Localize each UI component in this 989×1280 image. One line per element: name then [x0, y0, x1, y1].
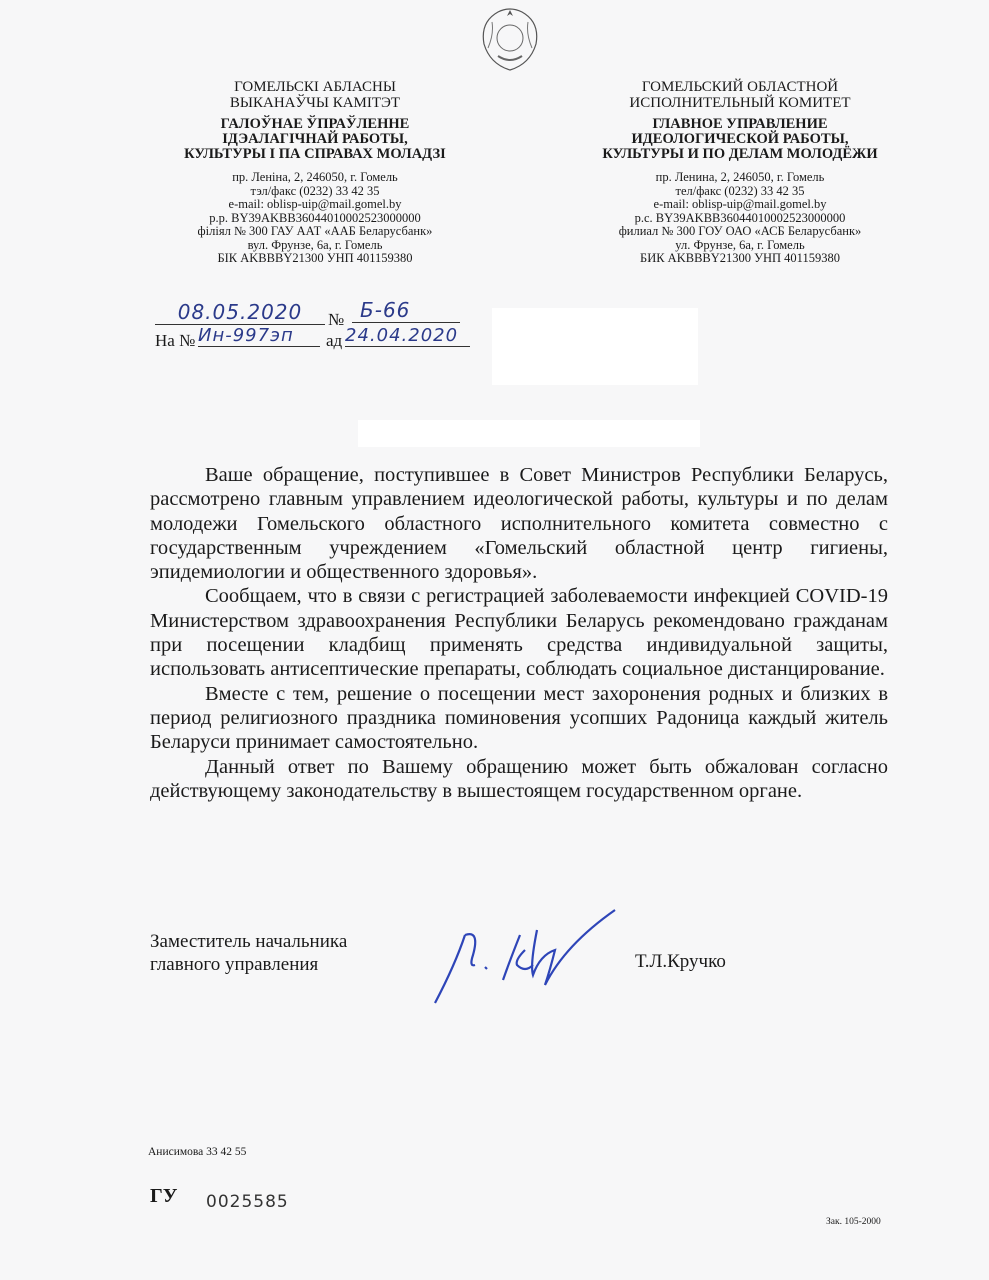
- address-line: БИК AKBBBY21300 УНП 401159380: [640, 251, 840, 265]
- outgoing-number: Б-66: [352, 298, 460, 323]
- redacted-address: [358, 420, 700, 447]
- body-paragraph: Данный ответ по Вашему обращению может быть обжалован согласно действующему законодательству в вышестоящем государственном органе.: [150, 755, 888, 802]
- form-series: ГУ: [150, 1185, 178, 1207]
- reply-date: 24.04.2020: [345, 325, 470, 347]
- dept-name: ИДЕОЛОГИЧЕСКОЙ РАБОТЫ,: [631, 131, 849, 147]
- body-paragraph: Сообщаем, что в связи с регистрацией заболеваемости инфекцией COVID-19 Министерством здравоохранения Республики Беларусь рекомендовано гражданам при посещении кладбищ применять средства индивидуальной защиты, использовать антисептические препараты, соблюдать социальное дистанцирование.: [150, 585, 888, 681]
- dept-name: КУЛЬТУРЫ И ПО ДЕЛАМ МОЛОДЁЖИ: [602, 146, 878, 162]
- address-line: e-mail: oblisp-uip@mail.gomel.by: [653, 197, 827, 211]
- signatory-title-line: главного управления: [150, 954, 319, 975]
- address-line: р.с. BY39AKBB36044010002523000000: [634, 210, 846, 225]
- address-line: тел/факс (0232) 33 42 35: [675, 183, 805, 198]
- redacted-recipient: [492, 308, 698, 385]
- org-name: ВЫКАНАЎЧЫ КАМІТЭТ: [229, 95, 401, 111]
- dept-name: ІДЭАЛАГІЧНАЙ РАБОТЫ,: [222, 131, 408, 147]
- address-line: тэл/факс (0232) 33 42 35: [250, 183, 380, 198]
- reply-label: На №: [155, 331, 196, 350]
- executor-contact: Анисимова 33 42 55: [148, 1146, 247, 1158]
- reply-number: Ин-997эп: [198, 325, 320, 347]
- org-name: ИСПОЛНИТЕЛЬНЫЙ КОМИТЕТ: [629, 95, 851, 111]
- header-right: [575, 79, 905, 266]
- form-serial: 0025585: [206, 1192, 289, 1212]
- address-line: пр. Леніна, 2, 246050, г. Гомель: [232, 170, 398, 184]
- address-line: e-mail: oblisp-uip@mail.gomel.by: [228, 197, 402, 211]
- org-name: ГОМЕЛЬСКІ АБЛАСНЫ: [234, 79, 396, 95]
- from-label: ад: [326, 331, 343, 350]
- signatory-name: Т.Л.Кручко: [635, 951, 726, 972]
- dept-name: ГАЛОЎНАЕ ЎПРАЎЛЕННЕ: [220, 116, 410, 132]
- body-paragraph: Ваше обращение, поступившее в Совет Министров Республики Беларусь, рассмотрено главным управлением идеологической работы, культуры и по делам молодежи Гомельского областного исполнительного комитета совместно с государственным учреждением «Гомельский областной центр гигиены, эпидемиологии и общественного здоровья».: [150, 464, 888, 584]
- address-line: філіял № 300 ГАУ ААТ «ААБ Беларусбанк»: [197, 224, 433, 238]
- print-order: Зак. 105-2000: [826, 1217, 881, 1227]
- address-line: пр. Ленина, 2, 246050, г. Гомель: [655, 170, 825, 184]
- letter-body: [150, 463, 888, 803]
- signatory-title-line: Заместитель начальника: [150, 931, 348, 952]
- dept-name: КУЛЬТУРЫ І ПА СПРАВАХ МОЛАДЗІ: [184, 146, 446, 162]
- address-line: филиал № 300 ГОУ ОАО «АСБ Беларусбанк»: [618, 224, 862, 238]
- address-line: вул. Фрунзе, 6а, г. Гомель: [247, 237, 383, 252]
- signatory-title: [150, 930, 347, 976]
- org-name: ГОМЕЛЬСКИЙ ОБЛАСТНОЙ: [641, 79, 839, 95]
- number-label: №: [328, 310, 345, 329]
- dept-name: ГЛАВНОЕ УПРАВЛЕНИЕ: [652, 116, 828, 132]
- outgoing-date: 08.05.2020: [155, 300, 325, 325]
- address-line: БІК AKBBBY21300 УНП 401159380: [217, 251, 413, 265]
- body-paragraph: Вместе с тем, решение о посещении мест захоронения родных и близких в период религиозного праздника поминовения усопших Радоница каждый житель Беларуси принимает самостоятельно.: [150, 682, 888, 754]
- address-line: р.р. BY39AKBB36044010002523000000: [209, 210, 421, 225]
- header-left: [150, 79, 480, 266]
- state-emblem: [474, 4, 546, 72]
- handwritten-signature: [425, 905, 625, 1010]
- address-line: ул. Фрунзе, 6а, г. Гомель: [675, 237, 805, 252]
